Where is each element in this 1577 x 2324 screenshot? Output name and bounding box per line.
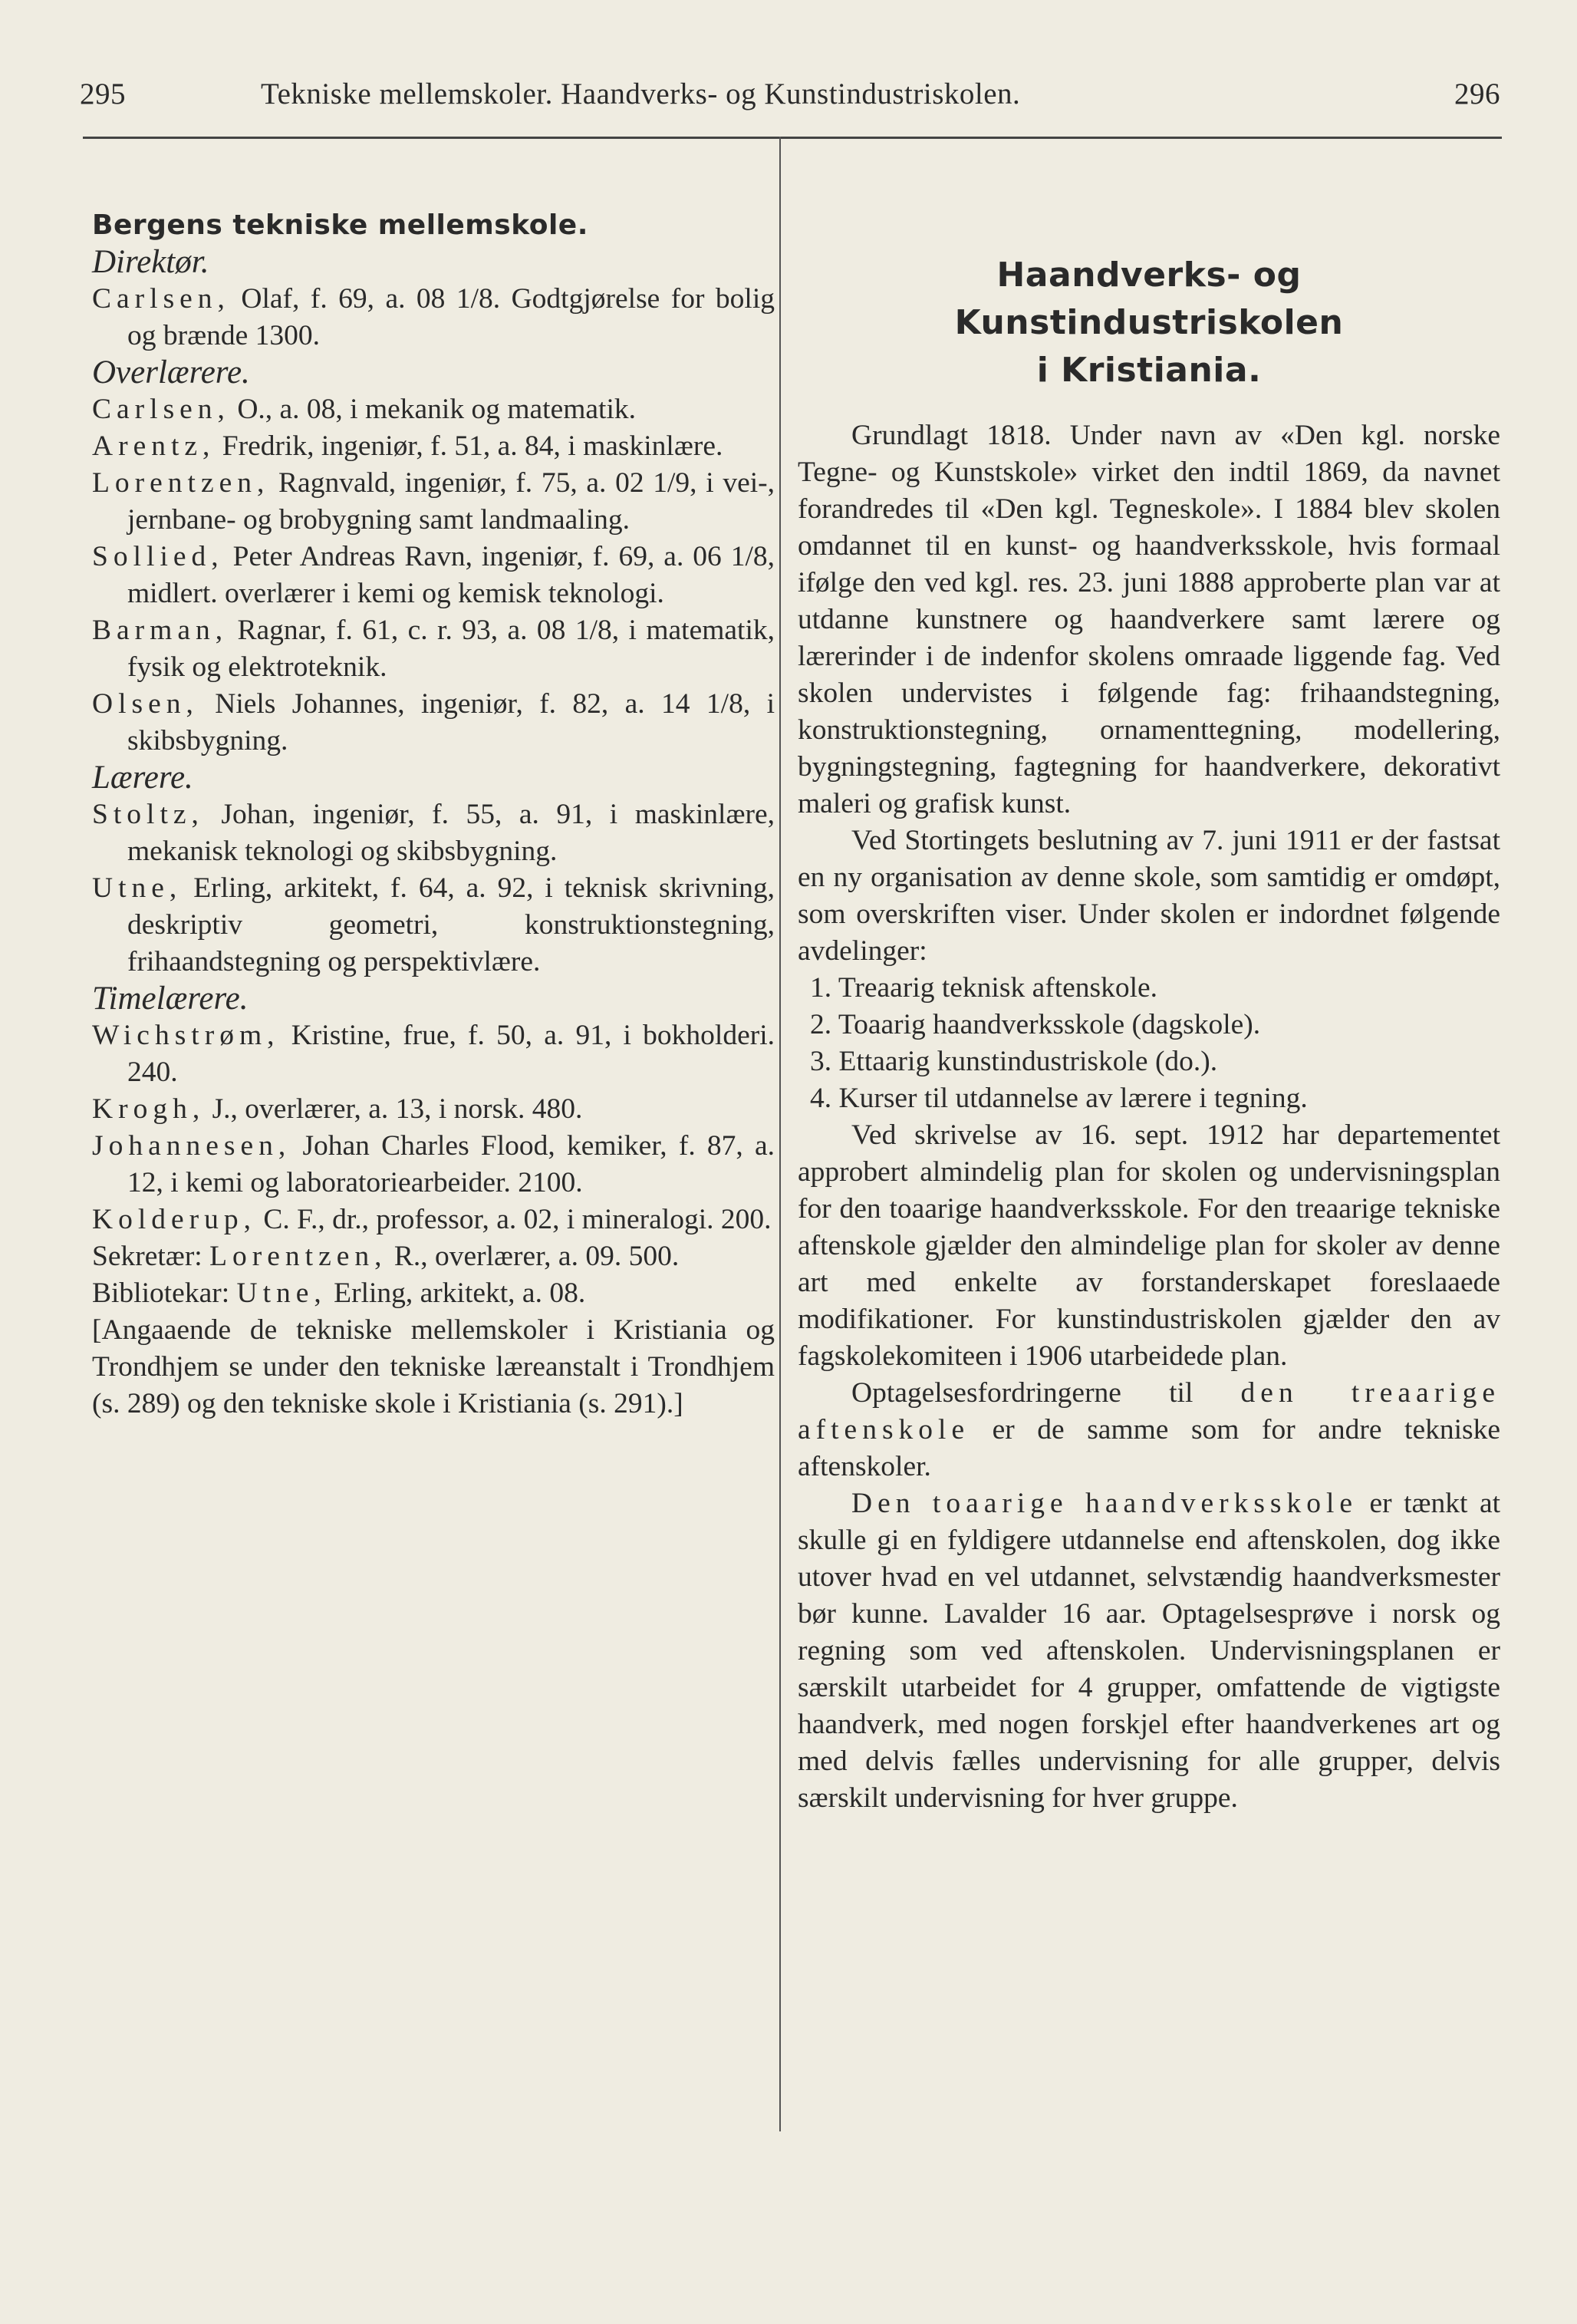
direktor-list	[92, 281, 775, 354]
staff-name: Lorentzen,	[92, 467, 270, 499]
subheading-direktor: Direktør.	[92, 244, 209, 280]
header-rule	[83, 137, 1502, 139]
department-item: 1. Treaarig teknisk aftenskole.	[810, 972, 1158, 1004]
staff-name: Utne,	[92, 872, 183, 904]
department-item: 2. Toaarig haandverksskole (dagskole).	[810, 1009, 1261, 1040]
section-heading-bergen: Bergens tekniske mellemskole.	[92, 209, 588, 241]
staff-name: Kolderup,	[92, 1204, 257, 1235]
staff-entry	[92, 1202, 775, 1238]
overlaerere-list	[92, 391, 775, 760]
staff-entry	[92, 1091, 775, 1128]
page-number-left: 295	[80, 77, 126, 110]
paragraph-plans: Ved skrivelse av 16. sept. 1912 har departementet approbert almindelig plan for skolen og undervisningsplan for den toaarige haandverksskole. For den treaarige tekniske aftenskole gjælder den almindelige plan for skoler av denne art med enkelte av forstanderskapet foreslaaede modifikationer. For kunstindustriskolen gjælder den av fagskolekomiteen i 1906 utarbeidede plan.	[798, 1119, 1500, 1372]
staff-details: O., a. 08, i mekanik og matematik.	[229, 394, 636, 425]
page-number-right: 296	[1454, 77, 1500, 110]
admission-rest: er de samme som for andre tekniske aftenskoler.	[798, 1414, 1500, 1482]
sekretaer-entry	[92, 1238, 775, 1275]
staff-entry	[92, 465, 775, 539]
staff-entry	[92, 796, 775, 870]
timelaerere-list	[92, 1017, 775, 1238]
bibliotekar-text: Erling, arkitekt, a. 08.	[326, 1277, 586, 1309]
staff-name: Barman,	[92, 615, 229, 646]
staff-details: Ragnar, f. 61, c. r. 93, a. 08 1/8, i matematik, fysik og elektroteknik.	[127, 615, 775, 683]
paragraph-organisation: Ved Stortingets beslutning av 7. juni 1911 er der fastsat en ny organisation av denne skole, som samtidig er omdøpt, som overskriften viser. Under skolen er indordnet følgende avdelinger:	[798, 825, 1500, 967]
running-header	[80, 77, 1500, 130]
staff-entry	[92, 1128, 775, 1202]
bibliotekar-entry	[92, 1275, 775, 1312]
staff-details: Kristine, frue, f. 50, a. 91, i bokholderi. 240.	[127, 1020, 775, 1088]
toaarig-rest: er tænkt at skulle gi en fyldigere utdannelse end aftenskolen, dog ikke utover hvad en vel utdannet, selvstændig haandverksmester bør kunne. Lavalder 16 aar. Optagelsesprøve i norsk og regning som ved aftenskolen. Undervisningsplanen er særskilt utarbeidet for 4 grupper, omfattende de vigtigste haandverk, med nogen forskjel efter haandverkenes art og med delvis fælles undervisning for alle grupper, delvis særskilt undervisning for hver gruppe.	[798, 1488, 1501, 1814]
section-heading-haandverk	[798, 252, 1500, 394]
staff-details: C. F., dr., professor, a. 02, i mineralogi. 200.	[256, 1204, 772, 1235]
subheading-laerere: Lærere.	[92, 760, 193, 796]
paragraph-toaarig	[798, 1485, 1500, 1817]
heading-line-2: i Kristiania.	[1036, 351, 1262, 390]
staff-entry	[92, 281, 775, 354]
staff-name: Wichstrøm,	[92, 1020, 280, 1051]
staff-details: Johan Charles Flood, kemiker, f. 87, a. 12, i kemi og laboratoriearbeider. 2100.	[127, 1130, 775, 1198]
bibliotekar-name: Utne,	[236, 1277, 327, 1309]
staff-details: Olaf, f. 69, a. 08 1/8. Godtgjørelse for bolig og brænde 1300.	[127, 283, 775, 351]
running-title: Tekniske mellemskoler. Haandverks- og Kunstindustriskolen.	[261, 77, 1021, 110]
staff-name: Sollied,	[92, 541, 224, 572]
subheading-timelaerere: Timelærere.	[92, 981, 249, 1017]
departments-list	[798, 970, 1500, 1117]
staff-name: Krogh,	[92, 1093, 206, 1125]
staff-entry	[92, 612, 775, 686]
staff-name: Stoltz,	[92, 799, 204, 830]
paragraph-history: Grundlagt 1818. Under navn av «Den kgl. norske Tegne- og Kunstskole» virket den indtil 1869, da navnet forandredes til «Den kgl. Tegneskole». I 1884 blev skolen omdannet til en kunst- og haandverksskole, hvis formaal ifølge den ved kgl. res. 23. juni 1888 approberte plan var at utdanne kunstnere og haandverkere samt lærere og lærerinder i de indenfor skolens omraade liggende fag. Ved skolen undervistes i følgende fag: frihaandstegning, konstruktionstegning, ornamenttegning, modellering, bygningstegning, fagtegning for haandverkere, dekorativt maleri og grafisk kunst.	[798, 420, 1500, 819]
sekretaer-name: Lorentzen,	[209, 1241, 387, 1272]
staff-name: Olsen,	[92, 688, 199, 720]
staff-details: Peter Andreas Ravn, ingeniør, f. 69, a. 06 1/8, midlert. overlærer i kemi og kemisk teknologi.	[127, 541, 775, 609]
admission-lead: Optagelsesfordringerne til	[851, 1377, 1241, 1409]
department-item: 3. Ettaarig kunstindustriskole (do.).	[810, 1046, 1218, 1077]
staff-entry	[92, 1017, 775, 1091]
staff-name: Johannesen,	[92, 1130, 291, 1162]
staff-entry	[92, 428, 775, 465]
heading-line-1: Haandverks- og Kunstindustriskolen	[954, 255, 1344, 342]
sekretaer-label: Sekretær:	[92, 1241, 210, 1272]
staff-entry	[92, 539, 775, 612]
sekretaer-text: R., overlærer, a. 09. 500.	[387, 1241, 680, 1272]
bibliotekar-label: Bibliotekar:	[92, 1277, 237, 1309]
toaarig-spaced: Den toaarige haandverksskole	[851, 1488, 1358, 1519]
column-divider	[779, 137, 781, 2131]
staff-entry	[92, 391, 775, 428]
cross-reference-note: [Angaaende de tekniske mellemskoler i Kristiania og Trondhjem se under den tekniske læreanstalt i Trondhjem (s. 289) og den tekniske skole i Kristiania (s. 291).]	[92, 1314, 775, 1419]
department-item: 4. Kurser til utdannelse av lærere i tegning.	[810, 1083, 1308, 1114]
staff-details: Fredrik, ingeniør, f. 51, a. 84, i maskinlære.	[215, 430, 723, 462]
staff-details: Erling, arkitekt, f. 64, a. 92, i teknisk skrivning, deskriptiv geometri, konstruktionstegning, frihaandstegning og perspektivlære.	[127, 872, 775, 977]
staff-details: Johan, ingeniør, f. 55, a. 91, i maskinlære, mekanisk teknologi og skibsbygning.	[127, 799, 775, 867]
staff-details: J., overlærer, a. 13, i norsk. 480.	[205, 1093, 583, 1125]
paragraph-admission	[798, 1375, 1500, 1485]
staff-details: Ragnvald, ingeniør, f. 75, a. 02 1/9, i vei-, jernbane- og brobygning samt landmaaling.	[127, 467, 775, 536]
staff-entry	[92, 870, 775, 981]
left-column	[92, 207, 775, 1422]
staff-name: Carlsen,	[92, 394, 230, 425]
laerere-list	[92, 796, 775, 981]
admission-spaced: den treaarige aftenskole	[798, 1377, 1500, 1445]
staff-entry	[92, 686, 775, 760]
right-column	[798, 207, 1500, 1817]
staff-details: Niels Johannes, ingeniør, f. 82, a. 14 1/8, i skibsbygning.	[127, 688, 775, 757]
staff-name: Carlsen,	[92, 283, 230, 315]
staff-name: Arentz,	[92, 430, 216, 462]
subheading-overlaerere: Overlærere.	[92, 354, 250, 391]
